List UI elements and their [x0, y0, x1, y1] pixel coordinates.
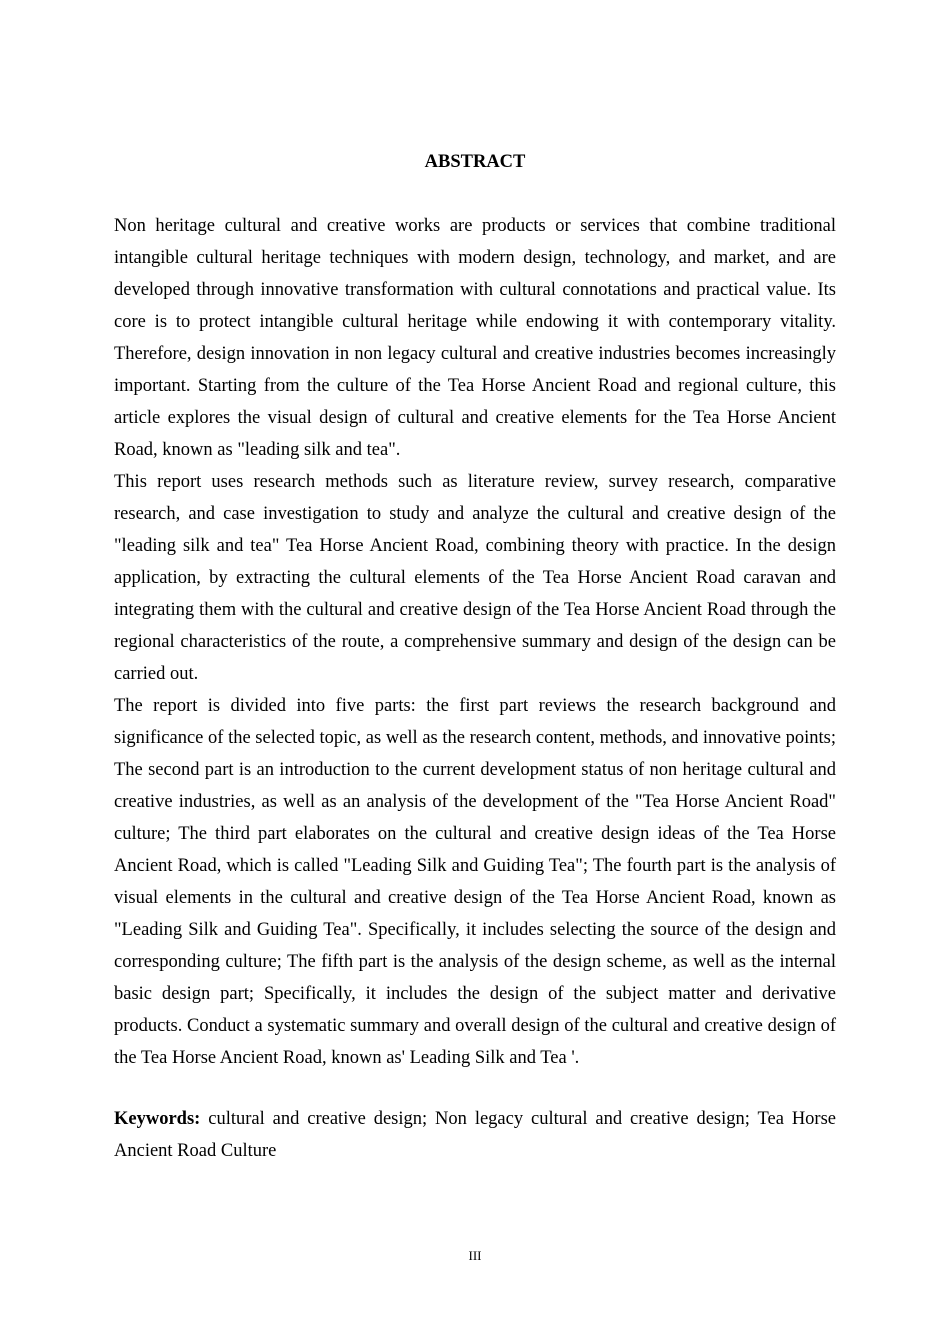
abstract-paragraph-1: Non heritage cultural and creative works are products or services that combine traditional intangible cultural heritage techniques with modern design, technology, and market, and are developed through innovative transformation with cultural connotations and practical value. Its core is to protect intangible cultural heritage while endowing it with contemporary vitality. Therefore, design innovation in non legacy cultural and creative industries becomes increasingly important. Starting from the culture of the Tea Horse Ancient Road and regional culture, this article explores the visual design of cultural and creative elements for the Tea Horse Ancient Road, known as "leading silk and tea".: [114, 216, 836, 460]
page-number: III: [468, 1248, 482, 1263]
abstract-paragraph-2: This report uses research methods such as literature review, survey research, comparative research, and case investigation to study and analyze the cultural and creative design of the "leading silk and tea" Tea Horse Ancient Road, combining theory with practice. In the design application, by extracting the cultural elements of the Tea Horse Ancient Road caravan and integrating them with the cultural and creative design of the Tea Horse Ancient Road through the regional characteristics of the route, a comprehensive summary and design of the design can be carried out.: [114, 472, 836, 684]
abstract-paragraph-3: The report is divided into five parts: the first part reviews the research background and significance of the selected topic, as well as the research content, methods, and innovative points; The second part is an introduction to the current development status of non heritage cultural and creative industries, as well as an analysis of the development of the "Tea Horse Ancient Road" culture; The third part elaborates on the cultural and creative design ideas of the Tea Horse Ancient Road, which is called "Leading Silk and Guiding Tea"; The fourth part is the analysis of visual elements in the cultural and creative design of the Tea Horse Ancient Road, known as "Leading Silk and Guiding Tea". Specifically, it includes selecting the source of the design and corresponding culture; The fifth part is the analysis of the design scheme, as well as the internal basic design part; Specifically, it includes the design of the subject matter and derivative products. Conduct a systematic summary and overall design of the cultural and creative design of the Tea Horse Ancient Road, known as' Leading Silk and Tea '.: [114, 696, 836, 1068]
keywords-line: [114, 1103, 836, 1167]
keywords-label: Keywords:: [114, 1109, 201, 1129]
abstract-body: [114, 210, 836, 1074]
keywords-text: cultural and creative design; Non legacy cultural and creative design; Tea Horse Ancient Road Culture: [114, 1109, 836, 1161]
abstract-title: ABSTRACT: [424, 152, 526, 172]
